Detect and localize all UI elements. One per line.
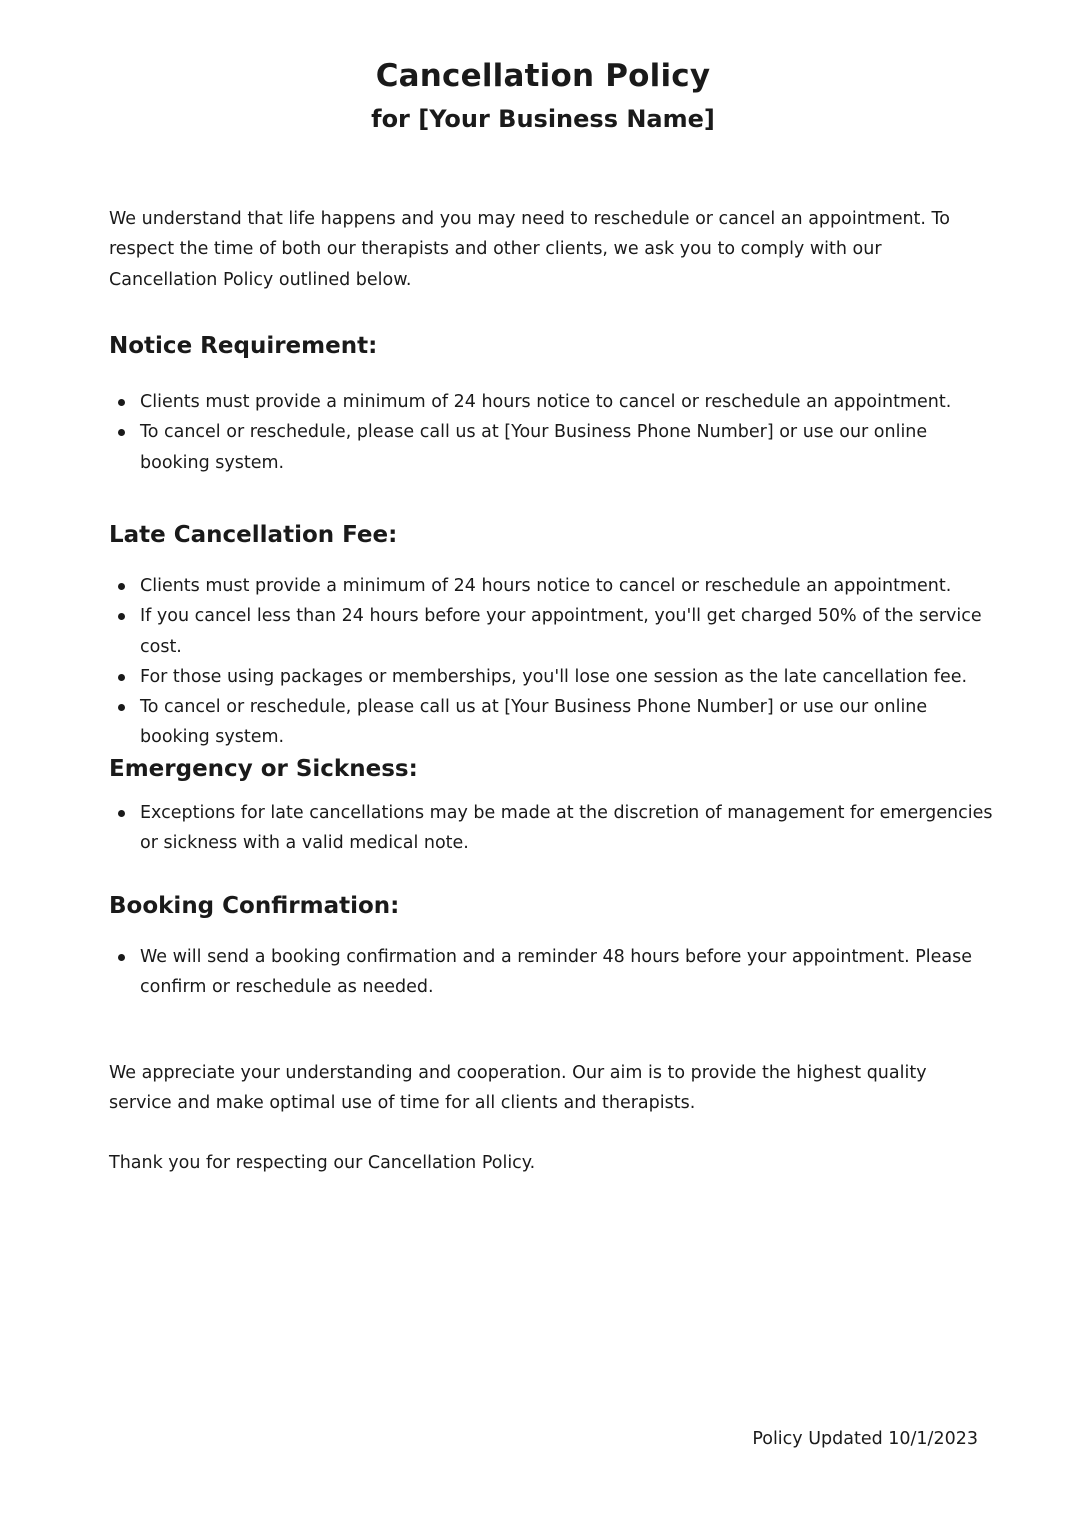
policy-updated-date: Policy Updated 10/1/2023 <box>752 1429 978 1449</box>
list-item: We will send a booking confirmation and a reminder 48 hours before your appointment. Please confirm or reschedule as needed. <box>109 942 999 1003</box>
section-heading-emergency-or-sickness: Emergency or Sickness: <box>109 756 418 782</box>
emergency-or-sickness-list <box>109 798 999 859</box>
list-item: To cancel or reschedule, please call us at [Your Business Phone Number] or use our online booking system. <box>109 417 999 478</box>
intro-paragraph: We understand that life happens and you may need to reschedule or cancel an appointment. To respect the time of both our therapists and other clients, we ask you to comply with our Cancellation Policy outlined below. <box>109 209 950 290</box>
notice-requirement-list <box>109 387 999 478</box>
list-item: To cancel or reschedule, please call us at [Your Business Phone Number] or use our online booking system. <box>109 692 999 753</box>
section-heading-booking-confirmation: Booking Confirmation: <box>109 893 400 919</box>
list-item: Exceptions for late cancellations may be made at the discretion of management for emergencies or sickness with a valid medical note. <box>109 798 999 859</box>
list-item: If you cancel less than 24 hours before your appointment, you'll get charged 50% of the service cost. <box>109 601 999 662</box>
section-heading-notice-requirement: Notice Requirement: <box>109 333 378 359</box>
document-title: Cancellation Policy <box>375 58 711 94</box>
booking-confirmation-list <box>109 942 999 1003</box>
list-item: For those using packages or memberships, you'll lose one session as the late cancellation fee. <box>109 662 999 692</box>
list-item: Clients must provide a minimum of 24 hours notice to cancel or reschedule an appointment. <box>109 387 999 417</box>
thank-you-line: Thank you for respecting our Cancellation Policy. <box>109 1153 536 1173</box>
list-item: Clients must provide a minimum of 24 hours notice to cancel or reschedule an appointment. <box>109 571 999 601</box>
late-cancellation-fee-list <box>109 571 999 753</box>
section-heading-late-cancellation-fee: Late Cancellation Fee: <box>109 522 398 548</box>
document-subtitle: for [Your Business Name] <box>371 105 715 133</box>
closing-paragraph: We appreciate your understanding and cooperation. Our aim is to provide the highest quality service and make optimal use of time for all clients and therapists. <box>109 1063 927 1114</box>
